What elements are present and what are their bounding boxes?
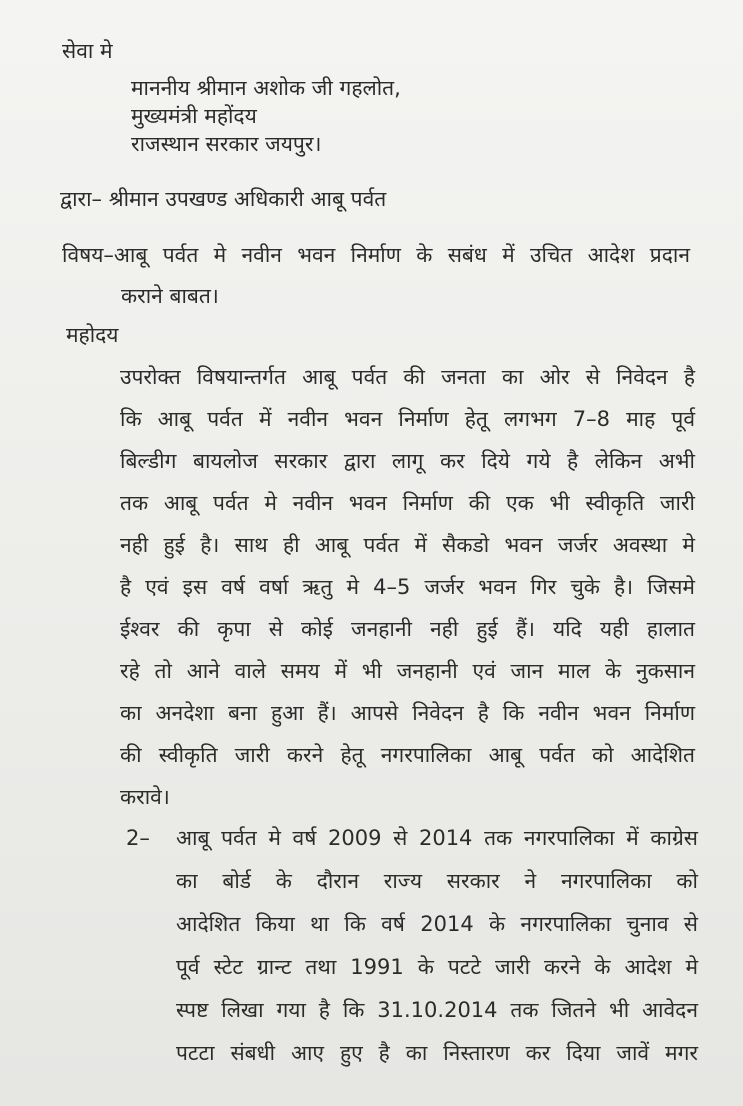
subject-line-2: कराने बाबत। [121, 284, 219, 308]
point-number: 2– [126, 826, 150, 850]
paragraph1-line: उपरोक्त विषयान्तर्गत आबू पर्वत की जनता का ओर से निवेदन है [120, 365, 695, 389]
paragraph1-line: बिल्डीग बायलोज सरकार द्वारा लागू कर दिये गये है लेकिन अभी [120, 449, 695, 473]
recipient-address: राजस्थान सरकार जयपुर। [131, 132, 322, 156]
paragraph1-line: करावे। [120, 785, 170, 809]
paragraph1-line: रहे तो आने वाले समय में भी जनहानी एवं जान माल के नुकसान [120, 659, 695, 683]
recipient-title: मुख्यमंत्री महोंदय [131, 104, 257, 128]
paragraph1-line: की स्वीकृति जारी करने हेतू नगरपालिका आबू पर्वत को आदेशित [120, 743, 695, 767]
recipient-name: माननीय श्रीमान अशोक जी गहलोत, [131, 76, 401, 100]
paragraph2-line: आबू पर्वत मे वर्ष 2009 से 2014 तक नगरपालिका में काग्रेस [176, 826, 698, 850]
paragraph1-line: तक आबू पर्वत मे नवीन भवन निर्माण की एक भी स्वीकृति जारी [120, 491, 695, 515]
paragraph2-line: का बोर्ड के दौरान राज्य सरकार ने नगरपालिका को [176, 869, 698, 893]
paragraph1-line: कि आबू पर्वत में नवीन भवन निर्माण हेतू लगभग 7–8 माह पूर्व [120, 407, 695, 431]
subject-line-1: विषय–आबू पर्वत मे नवीन भवन निर्माण के सबंध में उचित आदेश प्रदान [62, 243, 690, 267]
paragraph1-line: नही हुई है। साथ ही आबू पर्वत में सैकडो भवन जर्जर अवस्था मे [120, 533, 695, 557]
paragraph2-line: पूर्व स्टेट ग्रान्ट तथा 1991 के पटटे जारी करने के आदेश मे [176, 955, 698, 979]
paragraph2-line: स्पष्ट लिखा गया है कि 31.10.2014 तक जितने भी आवेदन [176, 998, 698, 1022]
paragraph1-line: है एवं इस वर्ष वर्षा ऋतु मे 4–5 जर्जर भवन गिर चुके है। जिसमे [120, 575, 695, 599]
paragraph2-line: आदेशित किया था कि वर्ष 2014 के नगरपालिका चुनाव से [176, 912, 698, 936]
salutation-to: सेवा मे [62, 39, 113, 63]
through-line: द्वारा– श्रीमान उपखण्ड अधिकारी आबू पर्वत [60, 187, 387, 211]
paragraph1-line: का अनदेशा बना हुआ हैं। आपसे निवेदन है कि नवीन भवन निर्माण [120, 701, 695, 725]
greeting: महोदय [66, 323, 119, 347]
paragraph1-line: ईश्वर की कृपा से कोई जनहानी नही हुई हैं। यदि यही हालात [120, 617, 695, 641]
paragraph2-line: पटटा संबधी आए हुए है का निस्तारण कर दिया जावें मगर [176, 1041, 698, 1065]
